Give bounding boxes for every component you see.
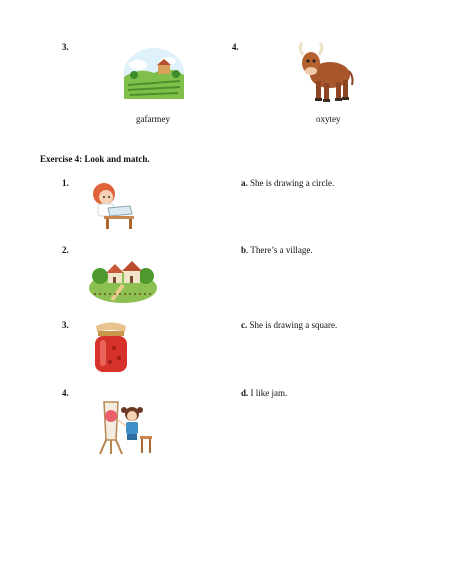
scrambled-word-4: oxytey	[316, 114, 341, 124]
match-item-3-number: 3.	[62, 320, 69, 330]
option-b-letter: b	[241, 245, 247, 255]
girl-painting-easel-illustration	[94, 398, 156, 456]
match-item-1-number: 1.	[62, 178, 69, 188]
item-4-number: 4.	[232, 42, 239, 52]
farm-field-illustration	[124, 47, 184, 99]
jam-jar-illustration	[92, 318, 130, 374]
option-b-text: . There’s a village.	[246, 245, 313, 255]
girl-drawing-at-desk-illustration	[84, 178, 140, 230]
option-d-letter: d.	[241, 388, 249, 398]
match-option-b	[241, 245, 313, 255]
match-option-c	[241, 320, 337, 330]
match-option-d	[241, 388, 287, 398]
village-illustration	[88, 252, 158, 304]
ox-illustration	[296, 41, 356, 105]
match-item-4-number: 4.	[62, 388, 69, 398]
match-item-2-number: 2.	[62, 245, 69, 255]
scrambled-word-3: gafarmey	[136, 114, 170, 124]
item-3-number: 3.	[62, 42, 69, 52]
option-d-text: I like jam.	[248, 388, 288, 398]
option-c-text: She is drawing a square.	[247, 320, 338, 330]
option-a-text: She is drawing a circle.	[247, 178, 335, 188]
option-c-letter: c.	[241, 320, 248, 330]
option-a-letter: a.	[241, 178, 248, 188]
exercise-4-heading: Exercise 4: Look and match.	[40, 154, 150, 164]
match-option-a	[241, 178, 334, 188]
